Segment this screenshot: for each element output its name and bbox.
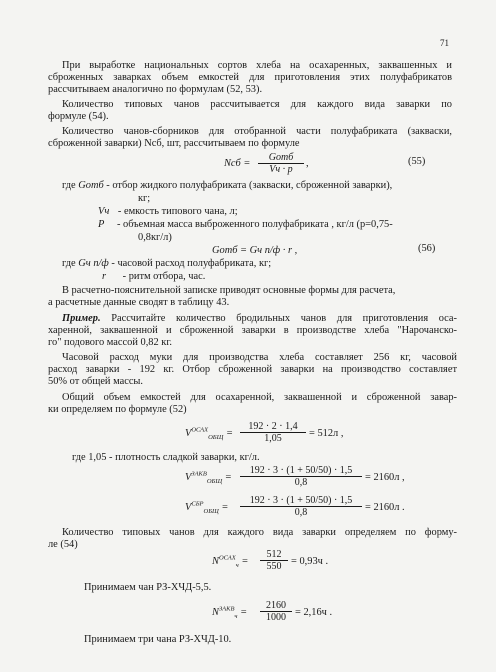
example-label: Пример. (62, 313, 101, 324)
eq-n1-result: = 0,93ч . (291, 556, 329, 567)
eq-osah-result: = 512л , (309, 428, 344, 439)
eq-n1-denominator: 550 (266, 561, 282, 572)
eq-sbr-sub: ОБЩ (203, 508, 219, 516)
symbol-r: r (102, 271, 107, 282)
eq-n2-lhs: $N^{ЗАКВ}_ч$ = (212, 605, 248, 621)
eq55-fraction (258, 152, 304, 175)
eq56-number: (56) (418, 243, 436, 254)
para5-line1: Часовой расход муки для производства хлеба составляет 256 кг, часовой (62, 352, 457, 363)
eq-sbr-v: V (185, 502, 192, 513)
symbol-gotb: Gотб (78, 180, 104, 191)
eq-n1-sub: ч (235, 562, 239, 570)
para2-line2: формуле (54). (48, 111, 109, 122)
eq-zakv-fraction (240, 465, 362, 488)
para5-line3: 50% от общей массы. (48, 376, 144, 387)
example-line3: го" подового массой 0,82 кг. (48, 337, 173, 348)
para1-line3: рассчитываем аналогично по формулам (52, 53). (48, 84, 263, 95)
r-description: - ритм отбора, час. (122, 271, 206, 282)
where1-line-vch (98, 206, 238, 218)
page-number: 71 (440, 38, 449, 48)
eq-sbr-numerator: 192 · 3 · (1 + 50/50) · 1,5 (240, 495, 362, 507)
para4-line2: а расчетные данные сводят в таблицу 43. (48, 297, 230, 308)
eq-osah-v: V (185, 428, 192, 439)
eq-zakv-sub: ОБЩ (206, 478, 223, 486)
where-lead: где (62, 180, 76, 191)
eq-n1-lhs: $N^{ОСАХ}_ч$ = (212, 554, 249, 570)
para6-line1: Общий объем емкостей для осахаренной, заквашенной и сброженной завар- (62, 392, 457, 403)
vch-description: - емкость типового чана, л; (117, 206, 238, 217)
para6-line2: ки определяем по формуле (52) (48, 404, 187, 415)
para3-line2: сброженной заварки) Ncб, шт, рассчитываем по формуле (48, 138, 300, 149)
eq-osah-lhs: $V^{ОСАХ}_{ОБЩ}$ = (185, 426, 234, 442)
eq-sbr-result: = 2160л . (365, 502, 405, 513)
eq-zakv-sup: ЗАКВ (191, 470, 207, 478)
eq-zakv-result: = 2160л , (365, 472, 405, 483)
example-line1 (62, 313, 457, 325)
where1-line1 (62, 180, 392, 192)
p-continuation: 0,8кг/л) (138, 232, 172, 243)
gotb-unit: кг; (138, 193, 151, 204)
where2-lead: где (62, 258, 76, 269)
eq55-tail: , (306, 158, 309, 169)
p-description: - объемная масса выброженного полуфабриката , кг/л (p=0,75- (116, 219, 393, 230)
eq-osah-sub: ОБЩ (208, 434, 224, 442)
eq-n2-denominator: 1000 (266, 612, 286, 623)
eq-n2-sub: ч (234, 613, 238, 621)
where1-line-p (98, 219, 393, 231)
gotb-description: - отбор жидкого полуфабриката (закваски, сброженной заварки), (103, 180, 393, 191)
eq-sbr-denominator: 0,8 (294, 507, 308, 518)
eq-n2-n: N (212, 607, 219, 618)
eq-n2-numerator: 2160 (260, 600, 292, 612)
para7-line2: ле (54) (48, 539, 78, 550)
eq55-number: (55) (408, 156, 426, 167)
accept-line-2: Принимаем три чана РЗ-ХЧД-10. (84, 634, 232, 645)
symbol-g-pf: Gч п/ф (78, 258, 109, 269)
eq55-lhs: Ncб = (224, 158, 251, 169)
accept-line-1: Принимаем чан РЗ-ХЧД-5,5. (84, 582, 212, 593)
eq-zakv-v: V (185, 472, 192, 483)
example-text-1: Рассчитайте количество бродильных чанов для приготовления оса- (100, 313, 457, 324)
eq-osah-sup: ОСАХ (191, 426, 209, 434)
eq-sbr-lhs: $V^{СБР}_{ОБЩ}$ = (185, 500, 229, 516)
symbol-p: P (98, 219, 105, 230)
eq-n1-numerator: 512 (260, 549, 288, 561)
eq-n1-fraction (260, 549, 288, 572)
eq-n2-sup: ЗАКВ (218, 605, 235, 613)
eq55-denominator: Vч · p (269, 164, 293, 175)
eq-n1-n: N (212, 556, 219, 567)
eq-zakv-denominator: 0,8 (294, 477, 308, 488)
density-note: где 1,05 - плотность сладкой заварки, кг/л. (72, 452, 260, 463)
eq55-numerator: Gотб (258, 152, 304, 164)
eq-sbr-fraction (240, 495, 362, 518)
eq-osah-denominator: 1,05 (264, 433, 282, 444)
para3-line1: Количество чанов-сборников для отобранной части полуфабриката (закваски, (62, 126, 452, 137)
eq-zakv-lhs: $V^{ЗАКВ}_{ОБЩ}$ = (185, 470, 232, 486)
para4-line1: В расчетно-пояснительной записке приводят основные формы для расчета, (62, 285, 396, 296)
eq-zakv-numerator: 192 · 3 · (1 + 50/50) · 1,5 (240, 465, 362, 477)
eq-n2-fraction (260, 600, 292, 623)
eq-osah-numerator: 192 · 2 · 1,4 (240, 421, 306, 433)
symbol-vch: Vч (98, 206, 110, 217)
g-pf-description: - часовой расход полуфабриката, кг; (108, 258, 272, 269)
para5-line2: расход заварки - 192 кг. Отбор сброженной заварки на производство составляет (48, 364, 457, 375)
para7-line1: Количество типовых чанов для каждого вида заварки определяем по форму- (62, 527, 457, 538)
eq-n1-sup: ОСАХ (218, 554, 236, 562)
eq-sbr-sup: СБР (191, 500, 204, 508)
para1-line1: При выработке национальных сортов хлеба на осахаренных, заквашенных и (62, 60, 452, 71)
where2-line-r (102, 271, 205, 283)
eq56-formula: Gотб = Gч п/ф · r , (212, 245, 298, 256)
para2-line1: Количество типовых чанов рассчитывается для каждого вида заварки по (62, 99, 452, 110)
where2-line1 (62, 258, 271, 270)
para1-line2: сброженных заварках объем емкостей для приготовления этих полуфабрикатов (48, 72, 452, 83)
eq-n2-result: = 2,16ч . (295, 607, 333, 618)
example-line2: харенной, заквашенной и сброженной заварки в производстве хлеба "Нарочанско- (48, 325, 457, 336)
eq-osah-fraction (240, 421, 306, 444)
